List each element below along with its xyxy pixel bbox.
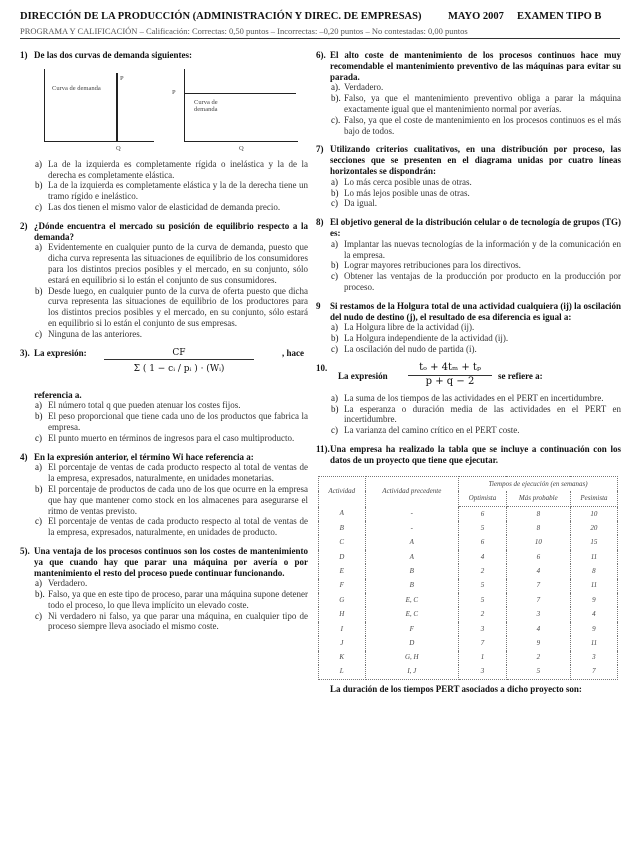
- option-b: b) El peso proporcional que tiene cada uno de los productos que fabrica la empresa.: [35, 411, 308, 432]
- table-cell: -: [365, 521, 459, 535]
- table-cell: B: [319, 521, 366, 535]
- option-a: a) Evidentemente en cualquier punto de la curva de demanda, puesto que dicha curva representa las situaciones de equilibrio de los consumidores para los distintos precios posibles y el mercado, en su conjunto, sólo estará en equilibrio si lo están el conjunto de sus consumidores.: [35, 242, 308, 285]
- table-cell: 4: [506, 622, 570, 636]
- table-row: [319, 550, 618, 564]
- table-cell: 7: [506, 593, 570, 607]
- table-cell: 4: [506, 564, 570, 578]
- header-pessimistic: Pesimista: [570, 491, 617, 506]
- table-cell: 7: [506, 579, 570, 593]
- table-cell: 2: [459, 564, 507, 578]
- header-times: Tiempos de ejecución (en semanas): [459, 476, 618, 491]
- table-cell: G: [319, 593, 366, 607]
- table-cell: 4: [459, 550, 507, 564]
- question-9: [316, 301, 621, 355]
- question-text: Una ventaja de los procesos continuos son los costes de mantenimiento ya que cuando hay que parar una máquina por avería o por mantenimiento el resto del proceso puede continuar funcionando.: [34, 545, 308, 578]
- option-b: b) Lo más lejos posible unas de otras.: [331, 187, 470, 198]
- question-4: [20, 452, 308, 538]
- table-cell: 2: [506, 651, 570, 665]
- table-row: [319, 564, 618, 578]
- table-cell: 7: [459, 636, 507, 650]
- question-number: 3).: [20, 347, 30, 358]
- option-c: c) Da igual.: [331, 198, 377, 209]
- option-b: b) Lograr mayores retribuciones para los directivos.: [331, 260, 521, 271]
- question-text: Una empresa ha realizado la tabla que se incluye a continuación con los datos de un proyecto que tiene que ejecutar.: [330, 443, 621, 465]
- question-number: 5).: [20, 545, 30, 556]
- table-cell: G, H: [365, 651, 459, 665]
- option-b: b) La de la izquierda es completamente elástica y la de la derecha tiene un tramo rígido e inelástico.: [35, 180, 308, 202]
- table-cell: 11: [570, 550, 617, 564]
- question-5: [20, 546, 308, 632]
- option-a: a) Implantar las nuevas tecnologías de la información y de la comunicación en la empresa.: [331, 238, 621, 260]
- table-cell: 5: [459, 593, 507, 607]
- option-b: b) Desde luego, en cualquier punto de la curva de oferta puesto que dicha curva representa las situaciones de equilibrio de los productores para los distintos precios posibles y el mercado, en su conjunto, sólo estará en equilibrio si lo están el conjunto de sus empresas.: [35, 285, 308, 328]
- table-cell: F: [365, 622, 459, 636]
- question-text: La expresión $\frac{\text{tₒ + 4tₘ + tₚ}}{p + q - 2}$ se refiere a:: [338, 361, 543, 387]
- table-row: [319, 622, 618, 636]
- table-cell: 5: [506, 665, 570, 679]
- table-cell: E, C: [365, 593, 459, 607]
- right-demand-curve: [184, 93, 296, 95]
- table-cell: K: [319, 651, 366, 665]
- formula-numerator: CF: [104, 348, 254, 361]
- question-8: [316, 217, 621, 293]
- table-body: [319, 507, 618, 680]
- question-number: 7): [316, 144, 324, 155]
- table-cell: 6: [459, 535, 507, 549]
- option-c: c) La varianza del camino crítico en el PERT coste.: [331, 425, 520, 436]
- header-activity: Actividad: [319, 476, 366, 507]
- option-a: a) La suma de los tiempos de las actividades en el PERT en incertidumbre.: [331, 392, 604, 403]
- formula-denominator: p + q − 2: [425, 375, 475, 387]
- table-cell: 7: [570, 665, 617, 679]
- table-cell: 3: [506, 607, 570, 621]
- left-column: [20, 50, 308, 640]
- table-cell: 3: [459, 665, 507, 679]
- right-x-axis: [184, 141, 298, 142]
- question-text-end: referencia a.: [34, 389, 82, 400]
- table-cell: 10: [570, 507, 617, 521]
- question-number: 6).: [316, 50, 326, 60]
- table-cell: 8: [570, 564, 617, 578]
- left-axis-q: Q: [116, 144, 121, 152]
- table-row: [319, 579, 618, 593]
- table-cell: 15: [570, 535, 617, 549]
- table-cell: 5: [459, 521, 507, 535]
- option-c: c) El porcentaje de ventas de cada producto respecto al total de ventas de la empresa, expresados, naturalmente, en unidades de producto.: [35, 516, 308, 538]
- option-a: a) La Holgura libre de la actividad (ij).: [331, 322, 475, 333]
- question-2: [20, 221, 308, 340]
- question-11: [316, 444, 621, 695]
- scoring-line: PROGRAMA Y CALIFICACIÓN – Calificación: Correctas: 0,50 puntos – Incorrectas: –0,20 puntos – No contestadas: 0,00 puntos: [20, 26, 468, 36]
- option-b: b) La esperanza o duración media de las actividades en el PERT en incertidumbre.: [331, 403, 621, 425]
- option-a: a) Verdadero.: [35, 578, 88, 589]
- table-cell: L: [319, 665, 366, 679]
- pert-mean-formula: [408, 363, 492, 388]
- table-cell: C: [319, 535, 366, 549]
- question-number: 9: [316, 300, 321, 311]
- table-row: [319, 507, 618, 521]
- table-cell: 6: [506, 550, 570, 564]
- table-cell: -: [365, 507, 459, 521]
- exam-type: EXAMEN TIPO B: [517, 11, 602, 22]
- left-y-axis: [44, 69, 45, 141]
- table-cell: E: [319, 564, 366, 578]
- table-cell: 9: [506, 636, 570, 650]
- question-number: 4): [20, 451, 28, 462]
- table-cell: 11: [570, 579, 617, 593]
- right-curve-label: Curva de demanda: [194, 98, 218, 114]
- punto-muerto-formula: [104, 348, 254, 376]
- exam-header: [20, 11, 620, 22]
- formula-denominator: Σ ( 1 − cᵢ / pᵢ ) · (Wᵢ): [133, 364, 225, 375]
- question-number: 10.: [316, 362, 328, 373]
- table-cell: 6: [459, 507, 507, 521]
- option-a: a) El número total q que pueden atenuar los costes fijos.: [35, 400, 241, 411]
- demand-curves-figure: [34, 63, 308, 155]
- table-row: [319, 593, 618, 607]
- table-cell: 9: [570, 593, 617, 607]
- question-number: 11).: [316, 443, 330, 454]
- option-a: a) La de la izquierda es completamente rígida o inelástica y la de la derecha es completamente elástica.: [35, 158, 308, 180]
- question-text: De las dos curvas de demanda siguientes:: [34, 50, 193, 60]
- question-3: [20, 348, 308, 444]
- table-row: [319, 651, 618, 665]
- option-c: c) Las dos tienen el mismo valor de elasticidad de demanda precio.: [35, 201, 281, 212]
- question-number: 1): [20, 50, 28, 60]
- table-cell: B: [365, 564, 459, 578]
- table-cell: 3: [570, 651, 617, 665]
- left-axis-p: P: [120, 74, 124, 82]
- table-cell: 2: [459, 607, 507, 621]
- option-c: c) Ninguna de las anteriores.: [35, 328, 142, 339]
- table-row: [319, 636, 618, 650]
- exam-date: MAYO 2007: [448, 11, 504, 22]
- question-text: En la expresión anterior, el término Wi hace referencia a:: [34, 451, 254, 462]
- question-text: La expresión: $\frac{CF}{\text{Σ ( 1 − cᵢ / pᵢ ) · (Wᵢ)}}$ , hace: [34, 347, 304, 375]
- table-cell: 10: [506, 535, 570, 549]
- table-cell: B: [365, 579, 459, 593]
- left-x-axis: [44, 141, 154, 142]
- question-7: [316, 144, 621, 209]
- option-c: c) Ni verdadero ni falso, ya que parar una máquina, en cualquier tipo de proceso siempre lleva asociado el mismo coste.: [35, 610, 308, 632]
- question-number: 2): [20, 220, 28, 231]
- option-c: c) Obtener las ventajas de la producción por producto en la producción por proceso.: [331, 271, 621, 292]
- table-cell: 4: [570, 607, 617, 621]
- table-cell: 3: [459, 622, 507, 636]
- option-b: b). Falso, ya que el mantenimiento preventivo obliga a parar la máquina exactamente igual que el mantenimiento normal por averías.: [331, 93, 621, 114]
- table-cell: A: [365, 550, 459, 564]
- option-b: b). Falso, ya que en este tipo de proceso, parar una máquina supone detener todo el proceso, lo que lleva implícito un elevado coste.: [35, 589, 308, 610]
- question-number: 8): [316, 217, 324, 228]
- header-divider: [20, 38, 620, 39]
- table-cell: A: [365, 535, 459, 549]
- question-text: Si restamos de la Holgura total de una actividad cualquiera (ij) la oscilación del nudo de destino (j), el resultado de esa diferencia es igual a:: [330, 300, 621, 322]
- table-cell: I, J: [365, 665, 459, 679]
- table-cell: D: [365, 636, 459, 650]
- question-closing-text: La duración de los tiempos PERT asociados a dicho proyecto son:: [330, 683, 582, 694]
- table-cell: I: [319, 622, 366, 636]
- right-column: [316, 50, 621, 703]
- table-cell: H: [319, 607, 366, 621]
- table-cell: J: [319, 636, 366, 650]
- table-row: [319, 521, 618, 535]
- table-row: [319, 535, 618, 549]
- table-cell: 9: [570, 622, 617, 636]
- question-text: El objetivo general de la distribución celular o de tecnología de grupos (TG) es:: [330, 217, 621, 238]
- header-optimistic: Optimista: [459, 491, 507, 506]
- table-row: [319, 607, 618, 621]
- table-cell: F: [319, 579, 366, 593]
- question-text: ¿Dónde encuentra el mercado su posición de equilibrio respecto a la demanda?: [34, 220, 308, 242]
- question-1: [20, 50, 308, 213]
- header-precedent: Actividad precedente: [365, 476, 459, 507]
- table-cell: 11: [570, 636, 617, 650]
- question-6: [316, 50, 621, 136]
- header-most-probable: Más probable: [506, 491, 570, 506]
- right-y-axis: [184, 69, 185, 141]
- right-axis-q: Q: [239, 144, 244, 152]
- exam-title: DIRECCIÓN DE LA PRODUCCIÓN (ADMINISTRACIÓN Y DIREC. DE EMPRESAS): [20, 11, 422, 22]
- option-a: a) El porcentaje de ventas de cada producto respecto al total de ventas de la empresa, expresados, naturalmente, en unidades monetarias.: [35, 462, 308, 484]
- right-axis-p: P: [172, 88, 176, 96]
- option-b: b) El porcentaje de productos de cada uno de los que ocurre en la empresa que hay que mantener como stock en los almacenes para asegurarse el ritmo de ventas previsto.: [35, 483, 308, 516]
- option-c: c) El punto muerto en términos de ingresos para el caso multiproducto.: [35, 432, 295, 443]
- option-b: b) La Holgura independiente de la actividad (ij).: [331, 333, 509, 344]
- option-c: c) La oscilación del nudo de partida (i).: [331, 343, 477, 354]
- table-cell: A: [319, 507, 366, 521]
- table-cell: 8: [506, 521, 570, 535]
- table-cell: E, C: [365, 607, 459, 621]
- table-cell: 8: [506, 507, 570, 521]
- table-cell: 5: [459, 579, 507, 593]
- table-cell: 1: [459, 651, 507, 665]
- question-text: El alto coste de mantenimiento de los procesos continuos hace muy recomendable el mantenimiento preventivo de las máquinas para evitar su parada.: [330, 50, 621, 82]
- table-cell: 20: [570, 521, 617, 535]
- pert-activity-table: [318, 476, 618, 680]
- left-curve-label: Curva de demanda: [52, 84, 101, 92]
- formula-numerator: tₒ + 4tₘ + tₚ: [408, 363, 492, 376]
- question-10: [316, 363, 621, 436]
- question-text: Utilizando criterios cualitativos, en una distribución por proceso, las secciones que se presenten en el diagrama unidas por cuatro líneas horizontales se dispondrán:: [330, 144, 621, 176]
- left-demand-curve: [116, 73, 118, 141]
- option-a: a) Lo más cerca posible unas de otras.: [331, 176, 472, 187]
- table-row: [319, 665, 618, 679]
- table-cell: D: [319, 550, 366, 564]
- option-a: a). Verdadero.: [331, 82, 384, 93]
- option-c: c). Falso, ya que el coste de mantenimiento en los procesos continuos es el más bajo de todos.: [331, 114, 621, 136]
